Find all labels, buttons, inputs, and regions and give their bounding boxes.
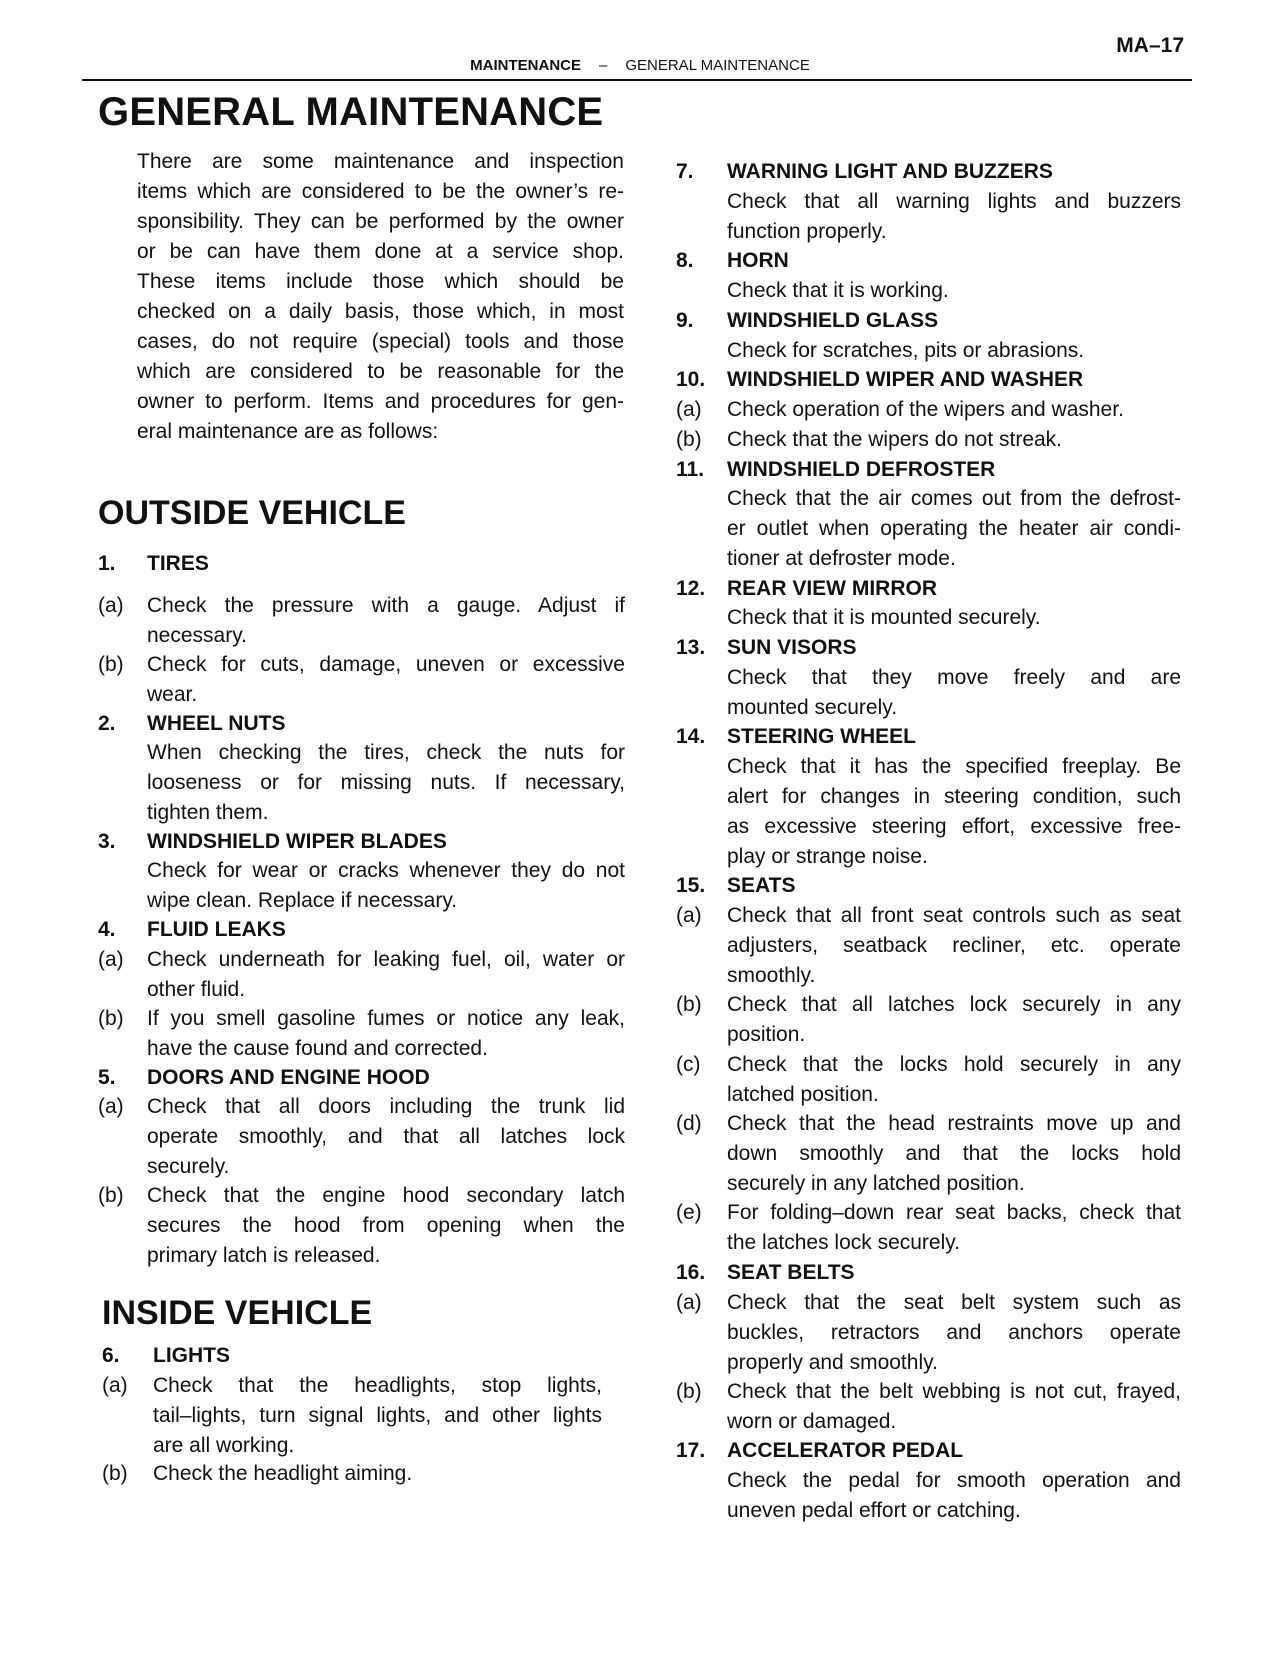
item-line: WINDSHIELD DEFROSTER xyxy=(727,457,996,481)
running-head-chapter: MAINTENANCE xyxy=(470,57,581,74)
item-line: For folding–down rear seat backs, check that xyxy=(727,1201,1181,1225)
item-line: have the cause found and corrected. xyxy=(147,1036,488,1060)
item-line: STEERING WHEEL xyxy=(727,725,917,749)
item-heading xyxy=(676,871,1181,901)
item-line: Check that the belt webbing is not cut, frayed, xyxy=(727,1379,1181,1403)
intro-line: or be can have them done at a service shop. xyxy=(137,240,624,263)
item-line: Check for scratches, pits or abrasions. xyxy=(727,338,1085,362)
item-line: securely. xyxy=(147,1155,230,1178)
item-line: securely in any latched position. xyxy=(727,1172,1025,1195)
page-title: GENERAL MAINTENANCE xyxy=(98,90,604,134)
item-body xyxy=(676,901,1181,990)
item-line: If you smell gasoline fumes or notice any leak, xyxy=(147,1006,625,1030)
item-line: HORN xyxy=(727,249,789,273)
item-number: 16. xyxy=(676,1260,706,1284)
running-head xyxy=(0,57,1280,74)
item-number: (b) xyxy=(98,1006,124,1030)
item-heading xyxy=(98,549,625,579)
item-number: (a) xyxy=(102,1373,128,1397)
item-body xyxy=(676,425,1181,455)
item-number: (a) xyxy=(98,947,124,971)
item-heading xyxy=(98,915,625,945)
item-line: ACCELERATOR PEDAL xyxy=(727,1439,964,1463)
item-line: tioner at defroster mode. xyxy=(727,547,956,571)
item-number: (a) xyxy=(98,593,124,617)
intro-line: which are considered to be reasonable for the xyxy=(137,360,624,383)
intro-line: sponsibility. They can be performed by the owner xyxy=(137,210,624,233)
item-body xyxy=(98,650,625,709)
item-line: SEATS xyxy=(727,874,796,897)
item-line: other fluid. xyxy=(147,977,246,1001)
item-line: buckles, retractors and anchors operate xyxy=(727,1320,1181,1344)
item-body xyxy=(676,395,1181,425)
intro-line: There are some maintenance and inspection xyxy=(137,150,624,173)
page-number: MA–17 xyxy=(1116,34,1184,57)
intro-line: items which are considered to be the owner’s re- xyxy=(137,180,624,203)
item-line: tail–lights, turn signal lights, and other lights xyxy=(153,1403,602,1427)
item-line: SUN VISORS xyxy=(727,636,857,659)
item-number: 3. xyxy=(98,829,116,853)
item-number: (d) xyxy=(676,1112,702,1135)
item-body xyxy=(676,990,1181,1050)
item-body xyxy=(676,1466,1181,1526)
item-number: (a) xyxy=(676,398,702,421)
item-number: (a) xyxy=(676,1290,702,1314)
intro-line: checked on a daily basis, those which, in most xyxy=(137,300,624,323)
item-line: LIGHTS xyxy=(153,1344,230,1367)
item-number: 5. xyxy=(98,1065,116,1089)
item-line: When checking the tires, check the nuts for xyxy=(147,741,625,764)
item-heading xyxy=(676,306,1181,336)
item-number: 7. xyxy=(676,160,694,183)
item-line: secures the hood from opening when the xyxy=(147,1213,625,1237)
item-line: tighten them. xyxy=(147,801,269,824)
item-line: Check the headlight aiming. xyxy=(153,1462,413,1485)
item-number: 10. xyxy=(676,368,706,392)
item-line: WINDSHIELD WIPER BLADES xyxy=(147,829,447,853)
item-line: WARNING LIGHT AND BUZZERS xyxy=(727,160,1053,183)
item-body xyxy=(98,1004,625,1063)
item-body xyxy=(676,663,1181,723)
item-heading xyxy=(676,574,1181,604)
item-line: Check that the seat belt system such as xyxy=(727,1290,1181,1314)
item-heading xyxy=(676,157,1181,187)
item-line: are all working. xyxy=(153,1433,295,1457)
item-body xyxy=(676,276,1181,306)
item-line: DOORS AND ENGINE HOOD xyxy=(147,1065,430,1089)
item-line: Check the pressure with a gauge. Adjust if xyxy=(147,593,625,617)
item-line: Check that it is mounted securely. xyxy=(727,606,1041,630)
intro-line: These items include those which should be xyxy=(137,270,624,293)
item-line: Check that the locks hold securely in any xyxy=(727,1052,1181,1076)
item-line: Check underneath for leaking fuel, oil, water or xyxy=(147,947,625,971)
item-line: WINDSHIELD GLASS xyxy=(727,308,939,332)
intro-paragraph xyxy=(137,147,624,447)
item-body xyxy=(676,1198,1181,1258)
item-heading xyxy=(676,722,1181,752)
item-number: (b) xyxy=(98,1183,124,1207)
item-heading xyxy=(98,1063,625,1093)
item-heading xyxy=(676,633,1181,663)
item-body xyxy=(98,1181,625,1270)
item-heading xyxy=(676,455,1181,485)
item-number: 12. xyxy=(676,576,706,600)
item-body xyxy=(98,1092,625,1181)
item-line: TIRES xyxy=(147,552,209,575)
item-body xyxy=(98,856,625,915)
item-line: Check for cuts, damage, uneven or excessive xyxy=(147,652,625,676)
item-body xyxy=(102,1371,602,1460)
item-body xyxy=(676,1377,1181,1437)
item-line: REAR VIEW MIRROR xyxy=(727,576,937,600)
item-body xyxy=(676,187,1181,247)
item-line: down smoothly and that the locks hold xyxy=(727,1142,1181,1165)
item-line: Check that the engine hood secondary latch xyxy=(147,1183,625,1207)
item-line: position. xyxy=(727,1023,806,1046)
section-title-inside-vehicle: INSIDE VEHICLE xyxy=(102,1294,373,1332)
item-number: (e) xyxy=(676,1201,702,1225)
item-heading xyxy=(676,1258,1181,1288)
item-line: primary latch is released. xyxy=(147,1243,381,1267)
item-line: FLUID LEAKS xyxy=(147,918,286,941)
item-heading xyxy=(98,709,625,739)
item-heading xyxy=(676,246,1181,276)
header-rule xyxy=(82,79,1192,81)
item-line: Check that all doors including the trunk lid xyxy=(147,1095,625,1118)
item-body xyxy=(676,1288,1181,1377)
item-line: wear. xyxy=(147,682,198,706)
item-line: smoothly. xyxy=(727,963,816,987)
item-line: play or strange noise. xyxy=(727,845,928,868)
item-line: WINDSHIELD WIPER AND WASHER xyxy=(727,368,1084,392)
item-number: (c) xyxy=(676,1052,701,1076)
item-body xyxy=(676,336,1181,366)
item-line: SEAT BELTS xyxy=(727,1260,855,1284)
item-number: (b) xyxy=(102,1462,128,1485)
item-line: Check that all latches lock securely in any xyxy=(727,993,1181,1016)
item-number: 9. xyxy=(676,308,694,332)
item-number: 1. xyxy=(98,552,116,575)
running-head-section: GENERAL MAINTENANCE xyxy=(625,57,810,74)
item-line: uneven pedal effort or catching. xyxy=(727,1499,1021,1522)
running-head-dash: – xyxy=(599,57,608,74)
item-line: mounted securely. xyxy=(727,695,898,719)
item-body xyxy=(102,1459,602,1489)
item-line: Check that all warning lights and buzzers xyxy=(727,189,1181,213)
item-number: 6. xyxy=(102,1344,120,1367)
item-number: 14. xyxy=(676,725,706,749)
item-line: as excessive steering effort, excessive free- xyxy=(727,815,1181,838)
item-body xyxy=(98,945,625,1004)
item-line: latched position. xyxy=(727,1082,879,1106)
item-number: (a) xyxy=(98,1095,124,1118)
item-line: worn or damaged. xyxy=(727,1409,897,1433)
item-line: alert for changes in steering condition, such xyxy=(727,785,1181,808)
item-line: Check that the air comes out from the defrost- xyxy=(727,487,1181,511)
item-number: (b) xyxy=(676,1379,702,1403)
item-line: Check the pedal for smooth operation and xyxy=(727,1469,1181,1492)
item-line: Check operation of the wipers and washer. xyxy=(727,398,1124,421)
item-body xyxy=(98,591,625,650)
item-line: the latches lock securely. xyxy=(727,1231,961,1255)
item-heading xyxy=(102,1341,602,1371)
item-body xyxy=(98,738,625,827)
item-heading xyxy=(676,1436,1181,1466)
item-line: necessary. xyxy=(147,623,247,647)
item-line: Check that it is working. xyxy=(727,279,949,302)
item-body xyxy=(676,1050,1181,1110)
item-line: Check that all front seat controls such as seat xyxy=(727,903,1181,927)
intro-line: eral maintenance are as follows: xyxy=(137,420,439,443)
item-line: operate smoothly, and that all latches lock xyxy=(147,1125,625,1148)
item-number: 2. xyxy=(98,711,116,735)
item-line: adjusters, seatback recliner, etc. operate xyxy=(727,933,1181,957)
item-body xyxy=(676,484,1181,573)
item-number: 13. xyxy=(676,636,706,659)
item-line: Check for wear or cracks whenever they do not xyxy=(147,859,625,882)
item-number: 17. xyxy=(676,1439,706,1463)
item-number: (a) xyxy=(676,903,702,927)
item-line: function properly. xyxy=(727,219,887,243)
item-line: Check that it has the specified freeplay. Be xyxy=(727,755,1181,778)
item-body xyxy=(676,1109,1181,1198)
intro-line: cases, do not require (special) tools and those xyxy=(137,330,624,353)
item-line: Check that the wipers do not streak. xyxy=(727,427,1063,451)
item-line: er outlet when operating the heater air condi- xyxy=(727,517,1181,541)
item-body xyxy=(676,752,1181,871)
item-number: 11. xyxy=(676,457,705,481)
item-line: looseness or for missing nuts. If necessary, xyxy=(147,771,625,794)
item-line: Check that they move freely and are xyxy=(727,665,1181,689)
item-number: 8. xyxy=(676,249,694,273)
item-line: wipe clean. Replace if necessary. xyxy=(147,889,458,912)
item-line: Check that the headlights, stop lights, xyxy=(153,1373,602,1397)
section-title-outside-vehicle: OUTSIDE VEHICLE xyxy=(98,494,406,532)
item-body xyxy=(676,603,1181,633)
item-number: (b) xyxy=(98,652,124,676)
item-line: Check that the head restraints move up and xyxy=(727,1112,1181,1135)
item-line: WHEEL NUTS xyxy=(147,711,286,735)
item-number: 15. xyxy=(676,874,706,897)
intro-line: owner to perform. Items and procedures for gen- xyxy=(137,390,624,413)
item-number: (b) xyxy=(676,993,702,1016)
item-number: (b) xyxy=(676,427,702,451)
item-line: properly and smoothly. xyxy=(727,1350,938,1374)
item-number: 4. xyxy=(98,918,116,941)
item-heading xyxy=(98,827,625,857)
item-heading xyxy=(676,365,1181,395)
